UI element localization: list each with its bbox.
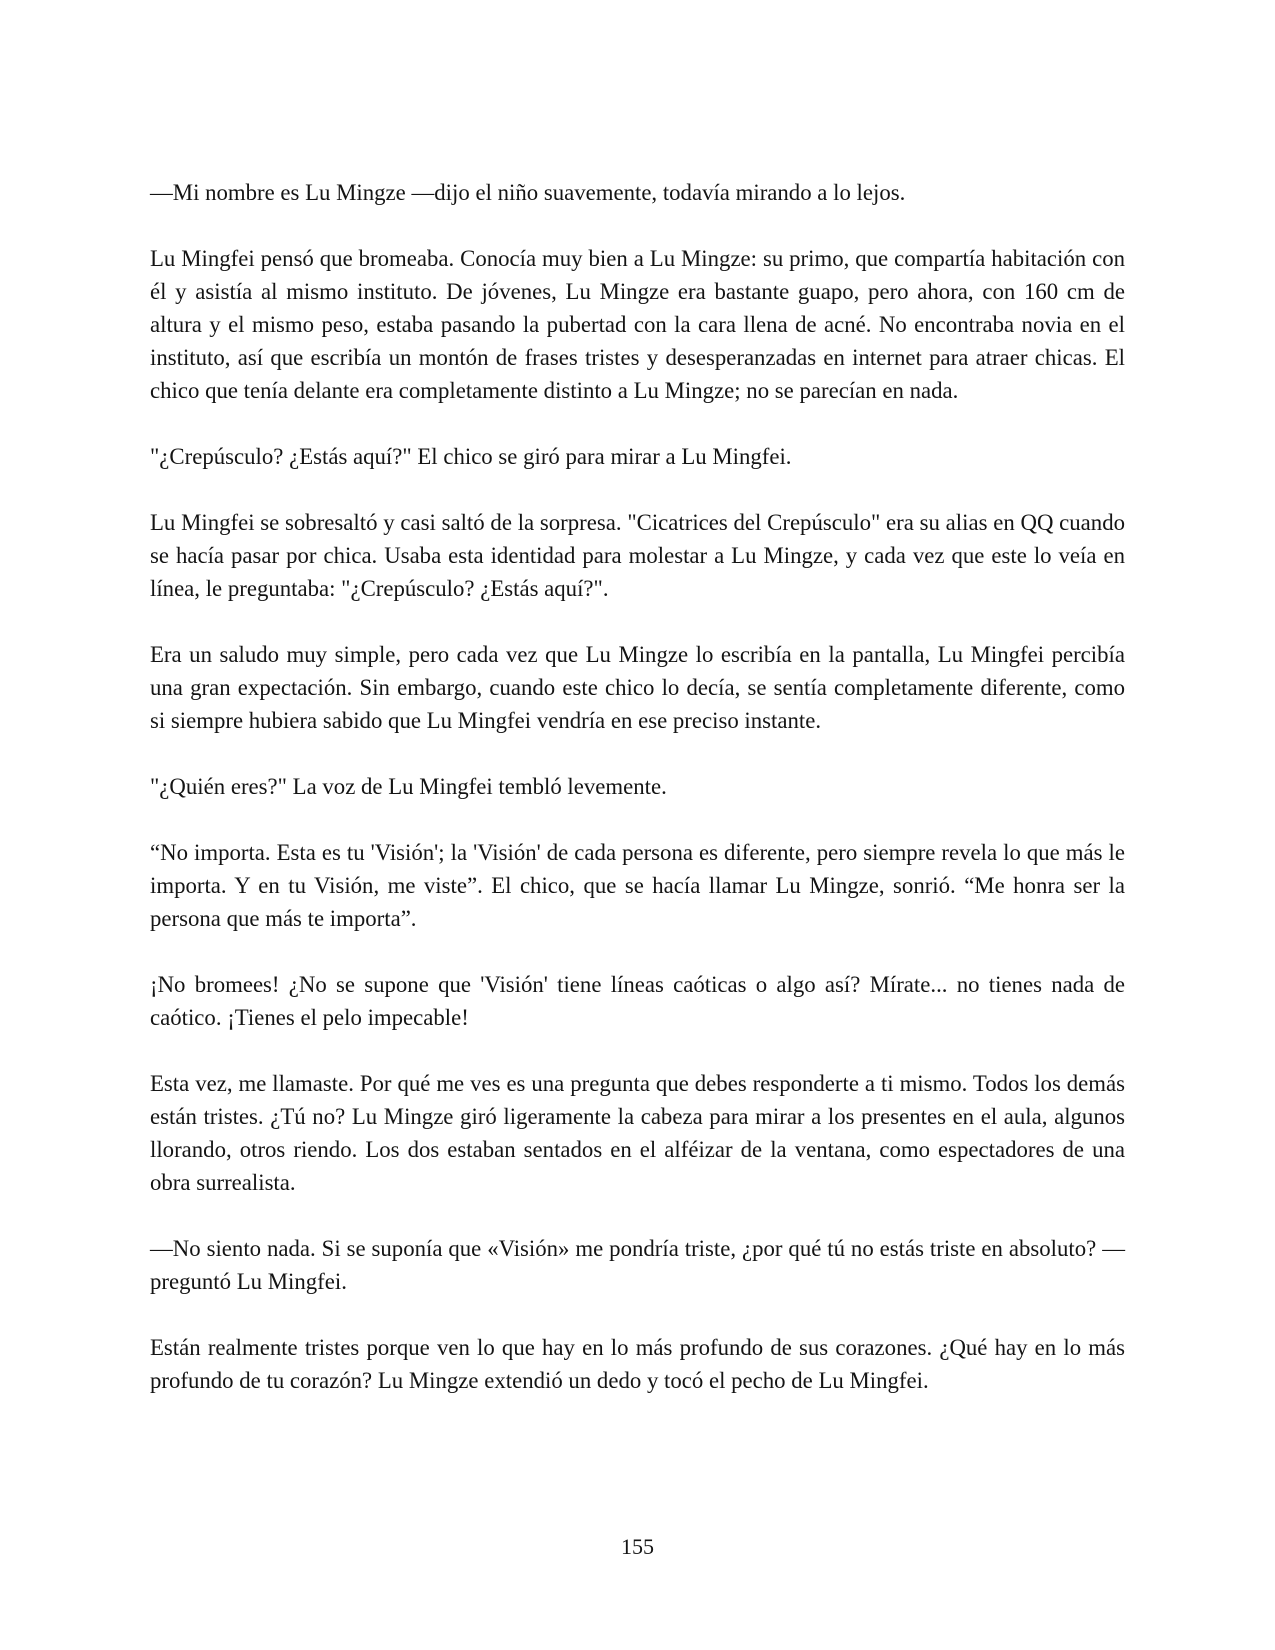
paragraph-8: ¡No bromees! ¿No se supone que 'Visión' tiene líneas caóticas o algo así? Mírate... no tienes nada de caótico. ¡Tienes el pelo impecable! — [150, 972, 1125, 1030]
paragraph-5: Era un saludo muy simple, pero cada vez que Lu Mingze lo escribía en la pantalla, Lu Mingfei percibía una gran expectación. Sin embargo, cuando este chico lo decía, se sentía completamente diferente, como si siempre hubiera sabido que Lu Mingfei vendría en ese preciso instante. — [150, 642, 1125, 733]
paragraph-4: Lu Mingfei se sobresaltó y casi saltó de la sorpresa. "Cicatrices del Crepúsculo" era su alias en QQ cuando se hacía pasar por chica. Usaba esta identidad para molestar a Lu Mingze, y cada vez que este lo veía en línea, le preguntaba: "¿Crepúsculo? ¿Estás aquí?". — [150, 510, 1125, 601]
paragraph-11: Están realmente tristes porque ven lo que hay en lo más profundo de sus corazones. ¿Qué hay en lo más profundo de tu corazón? Lu Mingze extendió un dedo y tocó el pecho de Lu Mingfei. — [150, 1335, 1125, 1393]
page-number: 155 — [621, 1534, 654, 1559]
paragraph-1: —Mi nombre es Lu Mingze —dijo el niño suavemente, todavía mirando a lo lejos. — [150, 180, 906, 205]
paragraph-10: —No siento nada. Si se suponía que «Visión» me pondría triste, ¿por qué tú no estás triste en absoluto? —preguntó Lu Mingfei. — [150, 1236, 1125, 1294]
paragraph-2: Lu Mingfei pensó que bromeaba. Conocía muy bien a Lu Mingze: su primo, que compartía habitación con él y asistía al mismo instituto. De jóvenes, Lu Mingze era bastante guapo, pero ahora, con 160 cm de altura y el mismo peso, estaba pasando la pubertad con la cara llena de acné. No encontraba novia en el instituto, así que escribía un montón de frases tristes y desesperanzadas en internet para atraer chicas. El chico que tenía delante era completamente distinto a Lu Mingze; no se parecían en nada. — [150, 246, 1125, 403]
paragraph-7: “No importa. Esta es tu 'Visión'; la 'Visión' de cada persona es diferente, pero siempre revela lo que más le importa. Y en tu Visión, me viste”. El chico, que se hacía llamar Lu Mingze, sonrió. “Me honra ser la persona que más te importa”. — [150, 840, 1125, 931]
paragraph-6: "¿Quién eres?" La voz de Lu Mingfei tembló levemente. — [150, 774, 667, 799]
paragraph-9: Esta vez, me llamaste. Por qué me ves es una pregunta que debes responderte a ti mismo. Todos los demás están tristes. ¿Tú no? Lu Mingze giró ligeramente la cabeza para mirar a los presentes en el aula, algunos llorando, otros riendo. Los dos estaban sentados en el alféizar de la ventana, como espectadores de una obra surrealista. — [150, 1071, 1125, 1195]
paragraph-3: "¿Crepúsculo? ¿Estás aquí?" El chico se giró para mirar a Lu Mingfei. — [150, 444, 792, 469]
body-text — [150, 176, 1125, 1430]
